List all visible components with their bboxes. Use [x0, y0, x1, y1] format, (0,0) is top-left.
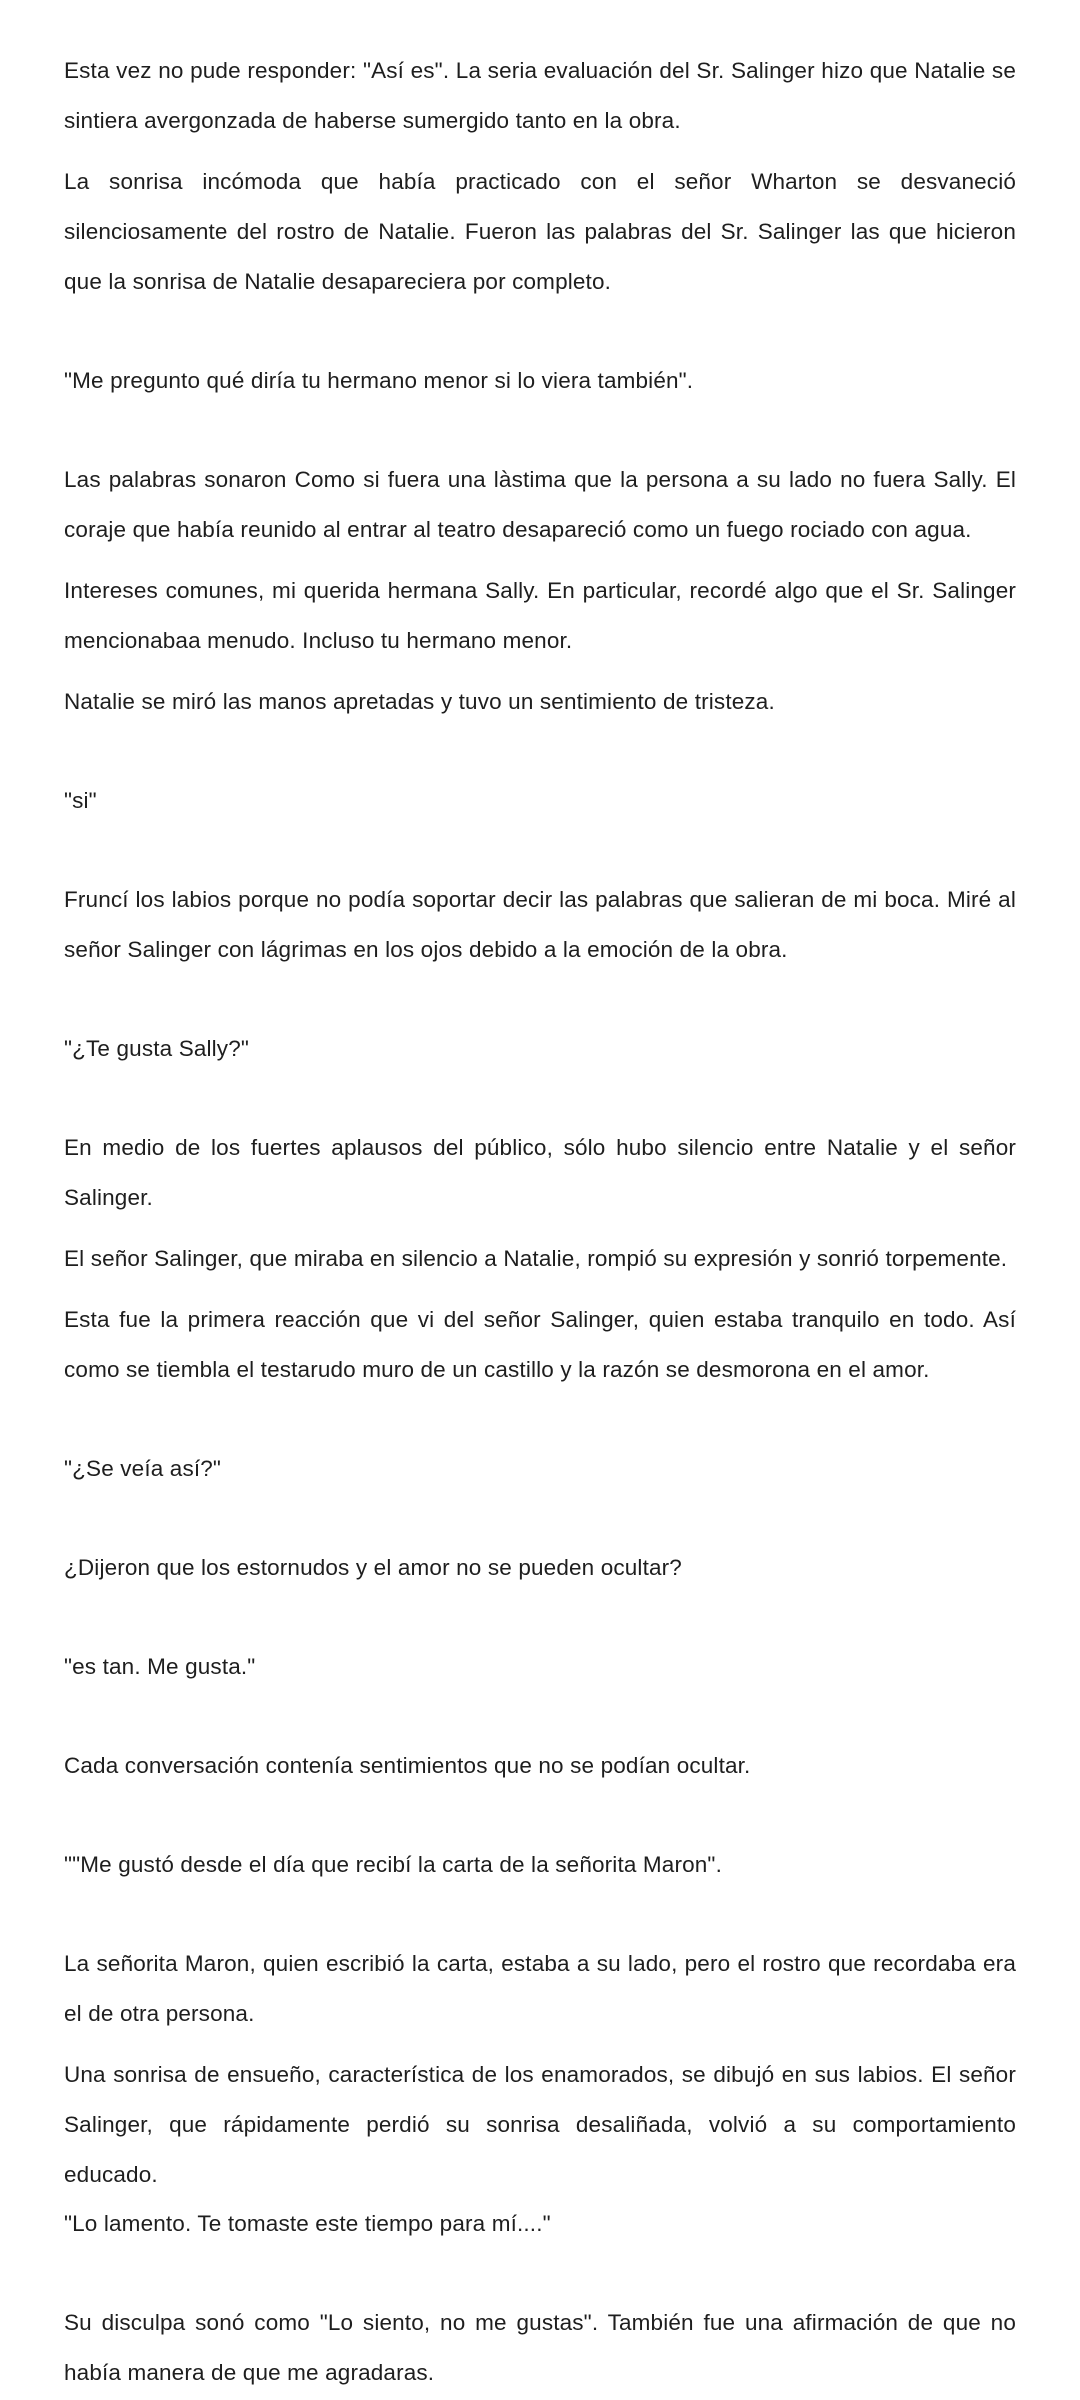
paragraph: Las palabras sonaron Como si fuera una làstima que la persona a su lado no fuera Sally. El coraje que había reunido al entrar al teatro desapareció como un fuego rociado con agua.: [64, 467, 1016, 542]
dialogue-line: "¿Te gusta Sally?": [64, 1036, 250, 1061]
paragraph: Esta vez no pude responder: "Así es". La seria evaluación del Sr. Salinger hizo que Natalie se sintiera avergonzada de haberse sumergido tanto en la obra.: [64, 58, 1016, 133]
paragraph: Natalie se miró las manos apretadas y tuvo un sentimiento de tristeza.: [64, 689, 775, 714]
reading-page: [64, 0, 1016, 2400]
dialogue-line: "Me pregunto qué diría tu hermano menor si lo viera también".: [64, 368, 694, 393]
paragraph: La sonrisa incómoda que había practicado con el señor Wharton se desvaneció silenciosamente del rostro de Natalie. Fueron las palabras del Sr. Salinger las que hicieron que la sonrisa de Natalie desapareciera por completo.: [64, 169, 1016, 294]
paragraph: El señor Salinger, que miraba en silencio a Natalie, rompió su expresión y sonrió torpemente.: [64, 1246, 1008, 1271]
paragraph: En medio de los fuertes aplausos del público, sólo hubo silencio entre Natalie y el señor Salinger.: [64, 1135, 1016, 1210]
dialogue-line: "Lo lamento. Te tomaste este tiempo para mí....": [64, 2211, 551, 2236]
paragraph: Intereses comunes, mi querida hermana Sally. En particular, recordé algo que el Sr. Salinger mencionabaa menudo. Incluso tu hermano menor.: [64, 578, 1016, 653]
paragraph: Fruncí los labios porque no podía soportar decir las palabras que salieran de mi boca. Miré al señor Salinger con lágrimas en los ojos debido a la emoción de la obra.: [64, 887, 1016, 962]
paragraph: Una sonrisa de ensueño, característica de los enamorados, se dibujó en sus labios. El señor Salinger, que rápidamente perdió su sonrisa desaliñada, volvió a su comportamiento educado.: [64, 2062, 1016, 2187]
paragraph: La señorita Maron, quien escribió la carta, estaba a su lado, pero el rostro que recordaba era el de otra persona.: [64, 1951, 1016, 2026]
paragraph: ¿Dijeron que los estornudos y el amor no se pueden ocultar?: [64, 1555, 682, 1580]
paragraph: Su disculpa sonó como "Lo siento, no me gustas". También fue una afirmación de que no había manera de que me agradaras.: [64, 2310, 1016, 2385]
paragraph: Esta fue la primera reacción que vi del señor Salinger, quien estaba tranquilo en todo. Así como se tiembla el testarudo muro de un castillo y la razón se desmorona en el amor.: [64, 1307, 1016, 1382]
dialogue-line: "es tan. Me gusta.": [64, 1654, 256, 1679]
dialogue-line: ""Me gustó desde el día que recibí la carta de la señorita Maron".: [64, 1852, 722, 1877]
dialogue-line: "¿Se veía así?": [64, 1456, 222, 1481]
dialogue-line: "si": [64, 788, 97, 813]
paragraph: Cada conversación contenía sentimientos que no se podían ocultar.: [64, 1753, 751, 1778]
